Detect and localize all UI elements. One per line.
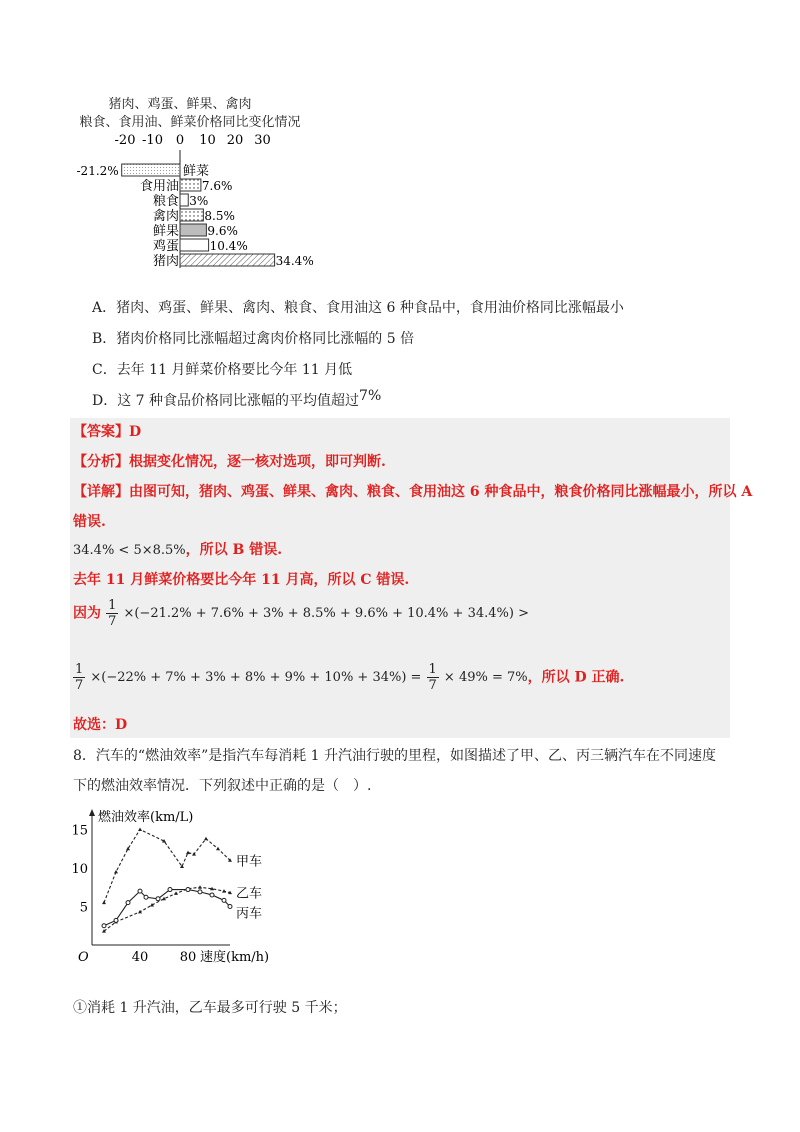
y-tick-label: 10: [71, 862, 88, 877]
answer-analysis: 【分析】根据变化情况，逐一核对选项，即可判断.: [73, 454, 386, 470]
bar-category-label: 禽肉: [152, 209, 179, 224]
series-point: [228, 905, 232, 909]
bar-category-label: 粮食: [152, 194, 179, 209]
bar-chart-title-line2: 粮食、食用油、鲜菜价格同比变化情况: [79, 115, 301, 130]
option-d-value: 7%: [359, 388, 382, 404]
option-c: C．去年 11 月鲜菜价格要比今年 11 月低: [92, 362, 353, 378]
answer-b-math: 34.4% < 5×8.5%: [73, 543, 186, 558]
question8-line1: 8．汽车的“燃油效率”是指汽车每消耗 1 升汽油行驶的里程，如图描述了甲、乙、丙三辆汽车在不同速度: [73, 748, 717, 764]
series-label: 乙车: [236, 886, 263, 902]
answer-d-expr1: ×(−21.2% + 7.6% + 3% + 8.5% + 9.6% + 10.4% + 34.4%) >: [123, 606, 529, 621]
bar: [180, 209, 203, 221]
answer-d-because: 因为: [73, 605, 101, 622]
line-chart: [70, 805, 290, 970]
answer-b-line: [73, 540, 282, 561]
y-axis-label: 燃油效率(km/L): [98, 810, 194, 825]
series-point: [156, 897, 160, 901]
series-point: [126, 901, 130, 905]
bar-data-label: 7.6%: [201, 179, 233, 193]
statement-1: ①消耗 1 升汽油，乙车最多可行驶 5 千米；: [73, 1000, 347, 1016]
answer-d-expr3: × 49% = 7%: [443, 670, 528, 685]
series-point: [186, 888, 190, 892]
series-point: [114, 870, 118, 874]
fraction-one-seventh-3: [427, 662, 439, 693]
bar: [122, 164, 180, 176]
answer-d-expr2: ×(−22% + 7% + 3% + 8% + 9% + 10% + 34%) =: [90, 670, 422, 685]
y-axis-arrow: [89, 809, 95, 816]
series-point: [210, 893, 214, 897]
answer-choice: 故选：D: [73, 717, 128, 733]
bar-chart-tick-label: 0: [175, 133, 185, 148]
bar-chart-title-line1: 猪肉、鸡蛋、鲜果、禽肉: [108, 97, 252, 112]
answer-b-text: ，所以 B 错误.: [185, 542, 283, 558]
answer-c-text: 去年 11 月鲜菜价格要比今年 11 月高，所以 C 错误.: [73, 572, 410, 588]
answer-label: 【答案】D: [73, 424, 142, 440]
bar-chart: [60, 130, 360, 270]
series-point: [138, 889, 142, 893]
series-point: [222, 889, 226, 893]
series-point: [216, 847, 220, 851]
origin-label: O: [78, 950, 89, 965]
option-d: [92, 388, 382, 411]
series-point: [102, 924, 106, 928]
bar: [180, 194, 188, 206]
bar: [180, 179, 201, 191]
answer-d-text: ，所以 D 正确.: [527, 669, 625, 686]
y-tick-label: 5: [79, 900, 88, 916]
series-point: [138, 828, 142, 832]
series-label: 丙车: [236, 906, 263, 922]
series-point: [168, 888, 172, 892]
y-tick-label: 15: [71, 823, 88, 839]
bar-data-label: 10.4%: [209, 239, 248, 253]
question8-line2: 下的燃油效率情况．下列叙述中正确的是（ ）.: [73, 778, 372, 794]
fraction-numerator: 1: [428, 662, 437, 677]
fraction-numerator: 1: [75, 662, 84, 677]
fraction-denominator: 7: [428, 678, 437, 693]
bar-chart-tick-label: -20: [114, 133, 136, 148]
bar-chart-tick-label: 10: [199, 133, 216, 148]
series-point: [162, 897, 166, 901]
bar-data-label: 34.4%: [275, 254, 314, 268]
bar-category-label: 鲜果: [152, 224, 179, 239]
fraction-numerator: 1: [108, 598, 117, 613]
bar-chart-tick-label: 30: [254, 133, 271, 148]
option-b: B．猪肉价格同比涨幅超过禽肉价格同比涨幅的 5 倍: [92, 331, 415, 347]
series-point: [186, 851, 190, 855]
x-axis-label: 速度(km/h): [200, 950, 270, 965]
answer-d-line1: [73, 598, 529, 629]
series-point: [144, 895, 148, 899]
bar-chart-tick-label: 20: [226, 133, 244, 148]
series-point: [222, 898, 226, 902]
fraction-denominator: 7: [75, 678, 84, 693]
series-point: [102, 901, 106, 905]
x-tick-label: 80: [179, 950, 197, 965]
bar-data-label: 8.5%: [204, 209, 235, 223]
bar-data-label: 3%: [189, 194, 209, 208]
answer-detail-line1: 【详解】由图可知，猪肉、鸡蛋、鲜果、禽肉、粮食、食用油这 6 种食品中，粮食价格同比涨幅最小，所以 A: [73, 484, 753, 500]
bar-chart-tick-label: -10: [142, 133, 163, 148]
bar-category-label: 鲜菜: [183, 164, 210, 179]
bar: [180, 224, 206, 236]
fraction-one-seventh: [106, 598, 118, 629]
series-point: [198, 890, 202, 894]
x-tick-label: 40: [131, 950, 149, 965]
series-label: 甲车: [236, 854, 263, 870]
bar: [180, 254, 275, 266]
bar-data-label: -21.2%: [76, 164, 119, 178]
series-point: [174, 891, 178, 895]
bar: [180, 239, 209, 251]
answer-detail-line2: 错误.: [73, 514, 106, 530]
bar-category-label: 食用油: [139, 179, 179, 194]
option-a: A．猪肉、鸡蛋、鲜果、禽肉、粮食、食用油这 6 种食品中，食用油价格同比涨幅最小: [92, 300, 624, 316]
bar-category-label: 猪肉: [152, 254, 179, 269]
fraction-denominator: 7: [108, 614, 117, 629]
option-d-text: D．这 7 种食品价格同比涨幅的平均值超过: [92, 393, 360, 409]
bar-category-label: 鸡蛋: [152, 239, 179, 254]
series-point: [114, 918, 118, 922]
answer-d-line2: [73, 662, 624, 693]
fraction-one-seventh-2: [73, 662, 85, 693]
bar-data-label: 9.6%: [207, 224, 238, 238]
series-point: [204, 837, 208, 841]
